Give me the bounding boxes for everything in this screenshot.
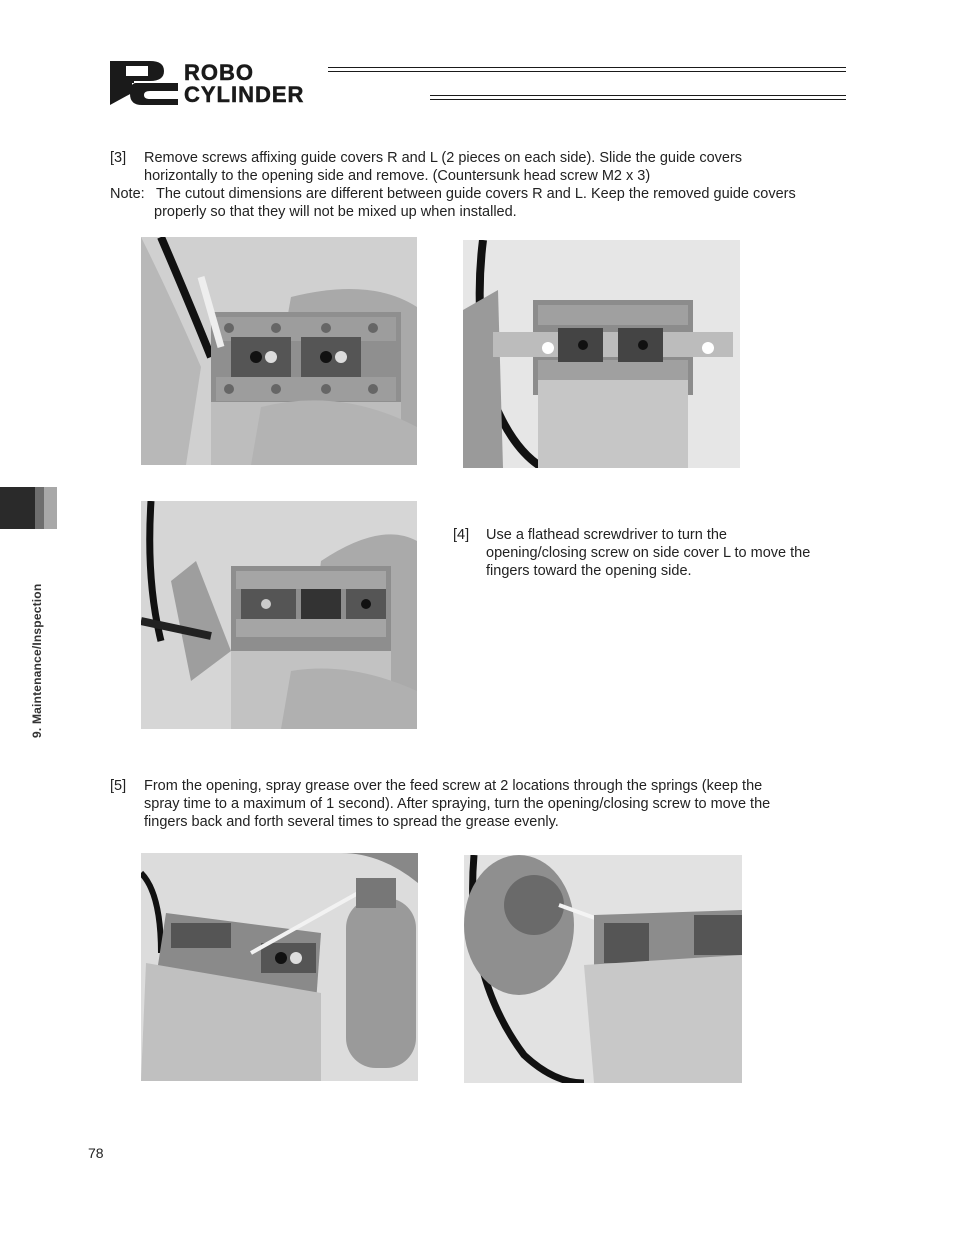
photo-turn-opening-screw (141, 501, 417, 729)
photo-slide-guide-covers (463, 240, 740, 468)
step-4-line-3: fingers toward the opening side. (486, 563, 692, 579)
step-3-tag: [3] (110, 150, 127, 166)
step-5-line-2: spray time to a maximum of 1 second). After spraying, turn the opening/closing screw to move the (144, 796, 771, 812)
header-rule-bottom-2 (430, 99, 846, 100)
photo-remove-guide-cover-screw (141, 237, 417, 465)
rc-logo-mark (106, 57, 182, 107)
note-line-1: The cutout dimensions are different between guide covers R and L. Keep the removed guide covers (156, 186, 796, 202)
header-rule-bottom-1 (430, 95, 846, 96)
note-tag: Note: (110, 186, 145, 202)
page-number: 78 (88, 1145, 104, 1161)
step-3-line-2: horizontally to the opening side and remove. (Countersunk head screw M2 x 3) (144, 168, 651, 184)
step-5 (110, 777, 850, 831)
header-rule-top-1 (328, 67, 846, 68)
step-4-tag: [4] (453, 527, 470, 543)
photo-spray-grease-side (464, 855, 742, 1083)
step-3 (110, 149, 850, 185)
step-4 (453, 526, 853, 580)
step-4-line-1: Use a flathead screwdriver to turn the (486, 527, 727, 543)
header-rule-top-2 (328, 71, 846, 72)
step-3-line-1: Remove screws affixing guide covers R and L (2 pieces on each side). Slide the guide covers (144, 150, 743, 166)
section-tab-mid (35, 487, 44, 529)
logo-text-cylinder: CYLINDER (184, 82, 305, 107)
step-5-tag: [5] (110, 778, 127, 794)
step-4-line-2: opening/closing screw on side cover L to move the (486, 545, 811, 561)
logo-text-robo: ROBO (184, 60, 254, 85)
section-label: 9. Maintenance/Inspection (30, 583, 44, 738)
note-line-2: properly so that they will not be mixed up when installed. (154, 204, 517, 220)
note (110, 185, 850, 221)
section-tab-dark (0, 487, 35, 529)
section-tab-light (44, 487, 57, 529)
step-5-line-1: From the opening, spray grease over the feed screw at 2 locations through the springs (keep the (144, 778, 763, 794)
photo-spray-grease-front (141, 853, 418, 1081)
step-5-line-3: fingers back and forth several times to spread the grease evenly. (144, 814, 559, 830)
